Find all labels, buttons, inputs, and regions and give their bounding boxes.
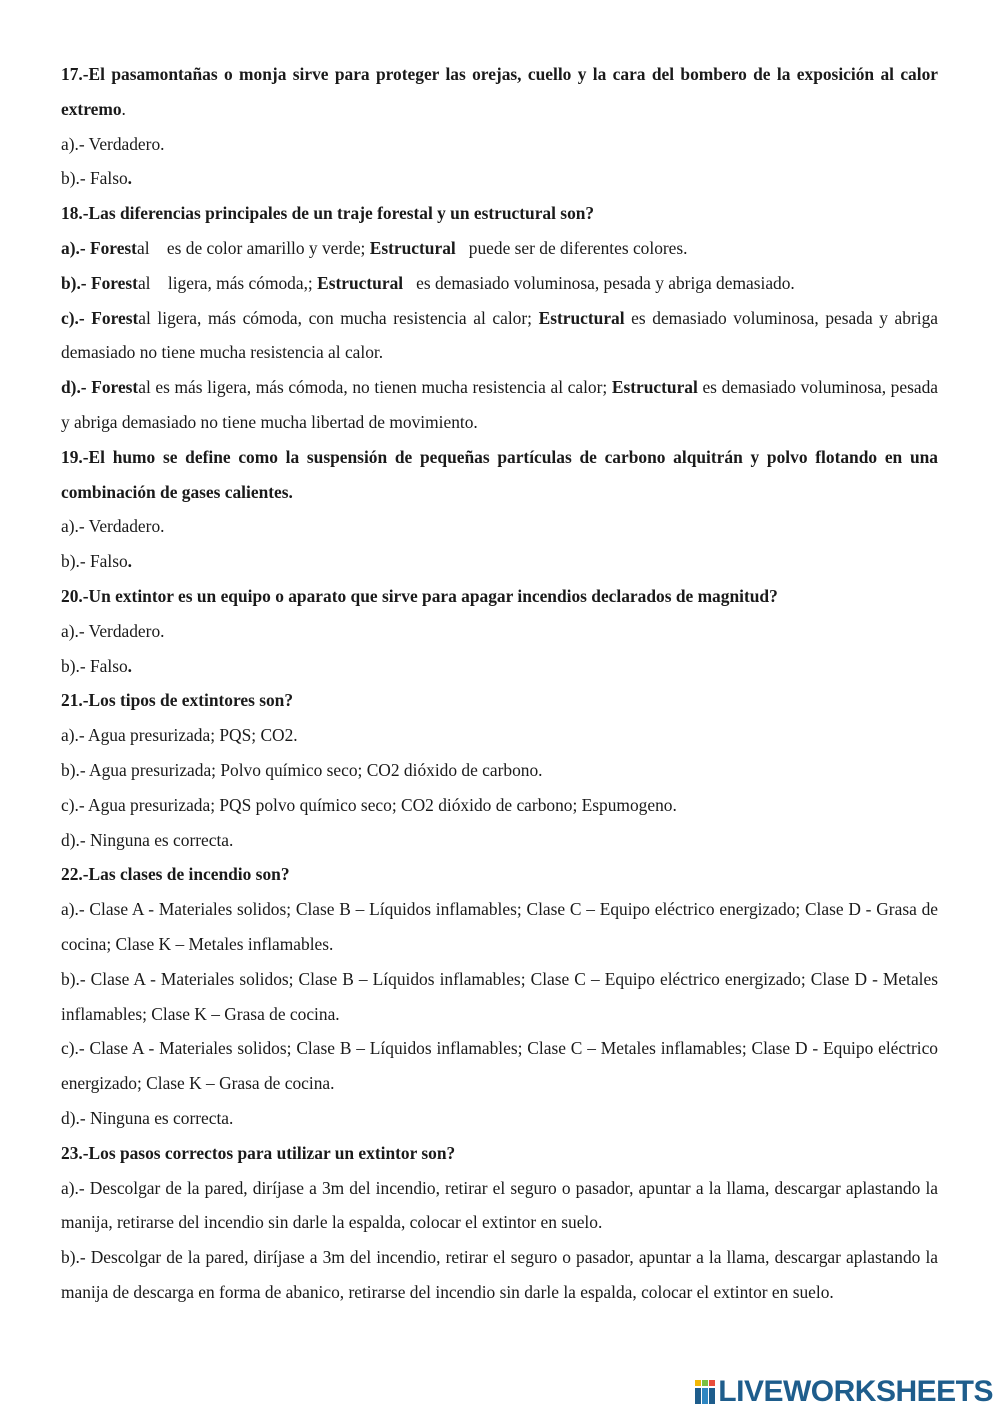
question-19-stem: 19.-El humo se define como la suspensión de pequeñas partículas de carbono alquitrán y polvo flotando en una combinación de gases calientes. — [61, 446, 938, 502]
question-18-option-b: b).- Forestal ligera, más cómoda,; Estructural es demasiado voluminosa, pesada y abriga demasiado. — [61, 272, 795, 293]
question-21-option-a: a).- Agua presurizada; PQS; CO2. — [61, 725, 298, 746]
question-18-stem: 18.-Las diferencias principales de un traje forestal y un estructural son? — [61, 203, 595, 224]
liveworksheets-logo-icon — [694, 1379, 716, 1405]
question-19-option-b: b).- Falso. — [61, 551, 133, 572]
question-22-option-c: c).- Clase A - Materiales solidos; Clase B – Líquidos inflamables; Clase C – Metales inflamables; Clase D - Equipo eléctrico energizado; Clase K – Grasa de cocina. — [61, 1038, 938, 1094]
question-18-option-c: c).- Forestal ligera, más cómoda, con mucha resistencia al calor; Estructural es demasiado voluminosa, pesada y abriga demasiado no tiene mucha resistencia al calor. — [61, 307, 939, 363]
question-18-option-d: d).- Forestal es más ligera, más cómoda, no tienen mucha resistencia al calor; Estructural es demasiado voluminosa, pesada y abriga demasiado no tiene mucha libertad de movimiento. — [61, 377, 939, 432]
question-17-stem: 17.-El pasamontañas o monja sirve para proteger las orejas, cuello y la cara del bombero de la exposición al calor extremo — [61, 64, 938, 119]
question-21-option-b: b).- Agua presurizada; Polvo químico seco; CO2 dióxido de carbono. — [61, 759, 543, 780]
question-20-stem: 20.-Un extintor es un equipo o aparato que sirve para apagar incendios declarados de magnitud? — [61, 585, 778, 606]
question-22-option-d: d).- Ninguna es correcta. — [61, 1107, 234, 1128]
question-18-option-a: a).- Forestal es de color amarillo y verde; Estructural puede ser de diferentes colores. — [61, 237, 688, 258]
question-21-option-d: d).- Ninguna es correcta. — [61, 829, 234, 850]
question-17-option-b: b).- Falso. — [61, 168, 133, 189]
question-20-option-b: b).- Falso. — [61, 655, 133, 676]
liveworksheets-footer[interactable] — [694, 1377, 993, 1407]
question-23-option-a: a).- Descolgar de la pared, diríjase a 3m del incendio, retirar el seguro o pasador, apuntar a la llama, descargar aplastando la manija, retirarse del incendio sin darle la espalda, colocar el extintor en suelo. — [61, 1177, 938, 1233]
question-22-option-b: b).- Clase A - Materiales solidos; Clase B – Líquidos inflamables; Clase C – Equipo eléctrico energizado; Clase D - Metales inflamables; Clase K – Grasa de cocina. — [61, 968, 938, 1024]
question-22-option-a: a).- Clase A - Materiales solidos; Clase B – Líquidos inflamables; Clase C – Equipo eléctrico energizado; Clase D - Grasa de cocina; Clase K – Metales inflamables. — [61, 899, 938, 954]
question-21-option-c: c).- Agua presurizada; PQS polvo químico seco; CO2 dióxido de carbono; Espumogeno. — [61, 794, 677, 815]
question-20-option-a: a).- Verdadero. — [61, 620, 165, 641]
question-17: 17.-El pasamontañas o monja sirve para proteger las orejas, cuello y la cara del bombero de la exposición al calor extremo. — [61, 64, 938, 119]
question-22-stem: 22.-Las clases de incendio son? — [61, 864, 290, 885]
worksheet-page — [61, 57, 938, 1310]
question-23-option-b: b).- Descolgar de la pared, diríjase a 3m del incendio, retirar el seguro o pasador, apuntar a la llama, descargar aplastando la manija de descarga en forma de abanico, retirarse del incendio sin darle la espalda, colocar el extintor en suelo. — [61, 1247, 938, 1302]
question-21-stem: 21.-Los tipos de extintores son? — [61, 690, 294, 711]
liveworksheets-brand: LIVEWORKSHEETS — [718, 1375, 993, 1408]
question-19-option-a: a).- Verdadero. — [61, 516, 165, 537]
question-23-stem: 23.-Los pasos correctos para utilizar un extintor son? — [61, 1142, 456, 1163]
question-17-option-a: a).- Verdadero. — [61, 133, 165, 154]
